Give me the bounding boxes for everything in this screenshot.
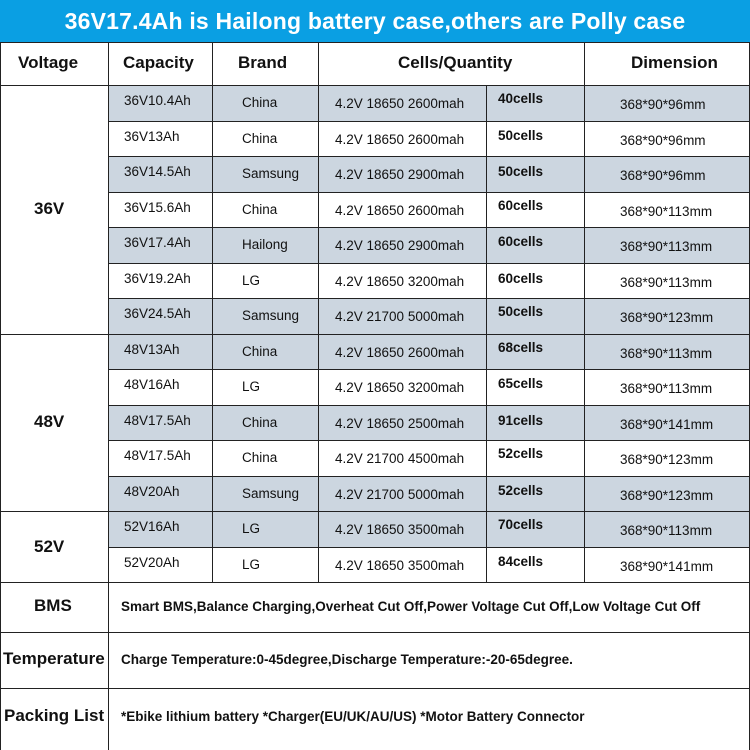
dimension-cell: 368*90*141mm — [620, 416, 714, 432]
grid-line — [0, 42, 750, 43]
grid-line — [0, 688, 750, 689]
cell-spec-cell: 4.2V 18650 2600mah — [335, 131, 465, 147]
brand-cell: LG — [242, 379, 261, 394]
dimension-cell: 368*90*96mm — [620, 132, 706, 148]
header-brand: Brand — [238, 53, 288, 72]
grid-line — [0, 85, 750, 86]
grid-line — [108, 547, 750, 548]
brand-cell: China — [242, 450, 278, 465]
header-capacity: Capacity — [123, 53, 194, 72]
dimension-cell: 368*90*96mm — [620, 168, 706, 183]
capacity-cell: 36V24.5Ah — [124, 306, 191, 321]
grid-line — [108, 440, 750, 441]
cell-spec-cell: 4.2V 18650 3500mah — [335, 522, 465, 537]
capacity-cell: 36V10.4Ah — [124, 93, 191, 108]
header-voltage: Voltage — [18, 53, 79, 72]
dimension-cell: 368*90*123mm — [620, 487, 714, 503]
grid-line — [108, 263, 750, 264]
capacity-cell: 52V20Ah — [124, 554, 180, 570]
quantity-cell: 65cells — [498, 376, 544, 391]
quantity-cell: 91cells — [498, 412, 544, 428]
brand-cell: Hailong — [242, 237, 288, 252]
voltage-group-label: 48V — [34, 412, 65, 432]
section-text: *Ebike lithium battery *Charger(EU/UK/AU/US) *Motor Battery Connector — [121, 709, 585, 724]
quantity-cell: 50cells — [498, 127, 544, 143]
capacity-cell: 48V17.5Ah — [124, 448, 191, 463]
quantity-cell: 50cells — [498, 164, 544, 179]
brand-cell: Samsung — [242, 485, 300, 501]
grid-line — [0, 511, 750, 512]
brand-cell: Samsung — [242, 308, 300, 323]
capacity-cell: 52V16Ah — [124, 519, 180, 534]
grid-line — [318, 42, 319, 582]
cell-spec-cell: 4.2V 21700 4500mah — [335, 451, 465, 466]
brand-cell: LG — [242, 556, 261, 572]
quantity-cell: 40cells — [498, 91, 544, 106]
grid-line — [486, 85, 487, 582]
brand-cell: China — [242, 130, 278, 146]
section-label: Packing List — [4, 706, 105, 725]
grid-line — [108, 476, 750, 477]
quantity-cell: 70cells — [498, 517, 544, 532]
section-label: BMS — [34, 596, 72, 615]
capacity-cell: 36V14.5Ah — [124, 164, 191, 179]
grid-line — [108, 192, 750, 193]
cell-spec-cell: 4.2V 18650 3500mah — [335, 557, 465, 573]
cell-spec-cell: 4.2V 18650 3200mah — [335, 380, 465, 395]
dimension-cell: 368*90*113mm — [620, 274, 713, 290]
grid-line — [108, 156, 750, 157]
spec-table — [0, 42, 750, 750]
brand-cell: China — [242, 95, 278, 110]
quantity-cell: 52cells — [498, 446, 544, 461]
header-dimension: Dimension — [631, 53, 718, 72]
cell-spec-cell: 4.2V 18650 2900mah — [335, 238, 465, 253]
capacity-cell: 48V16Ah — [124, 377, 180, 392]
voltage-group-label: 36V — [34, 199, 65, 219]
grid-line — [0, 632, 750, 633]
section-text: Charge Temperature:0-45degree,Discharge Temperature:-20-65degree. — [121, 652, 573, 667]
capacity-cell: 48V13Ah — [124, 341, 180, 357]
brand-cell: China — [242, 414, 278, 430]
capacity-cell: 48V20Ah — [124, 483, 180, 499]
grid-line — [212, 42, 213, 582]
grid-line — [0, 334, 750, 335]
banner-title: 36V17.4Ah is Hailong battery case,others are Polly case — [0, 0, 750, 42]
brand-cell: LG — [242, 521, 261, 536]
grid-line — [108, 42, 109, 750]
cell-spec-cell: 4.2V 18650 2600mah — [335, 96, 465, 111]
grid-line — [0, 42, 1, 750]
capacity-cell: 36V17.4Ah — [124, 235, 191, 250]
dimension-cell: 368*90*123mm — [620, 310, 714, 325]
brand-cell: China — [242, 343, 278, 359]
dimension-cell: 368*90*113mm — [620, 203, 713, 219]
grid-line — [108, 298, 750, 299]
dimension-cell: 368*90*123mm — [620, 452, 714, 467]
capacity-cell: 48V17.5Ah — [124, 412, 191, 428]
grid-line — [0, 582, 750, 583]
section-label: Temperature — [3, 649, 105, 668]
grid-line — [108, 369, 750, 370]
dimension-cell: 368*90*113mm — [620, 239, 713, 254]
quantity-cell: 50cells — [498, 304, 544, 319]
grid-line — [108, 121, 750, 122]
grid-line — [108, 227, 750, 228]
capacity-cell: 36V15.6Ah — [124, 199, 191, 215]
grid-line — [108, 405, 750, 406]
cell-spec-cell: 4.2V 21700 5000mah — [335, 486, 465, 502]
dimension-cell: 368*90*113mm — [620, 345, 713, 361]
quantity-cell: 84cells — [498, 553, 544, 569]
brand-cell: LG — [242, 272, 261, 288]
header-cells-quantity: Cells/Quantity — [398, 53, 513, 72]
dimension-cell: 368*90*113mm — [620, 381, 713, 396]
cell-spec-cell: 4.2V 21700 5000mah — [335, 309, 465, 324]
cell-spec-cell: 4.2V 18650 2600mah — [335, 344, 465, 360]
brand-cell: China — [242, 201, 278, 217]
dimension-cell: 368*90*96mm — [620, 97, 706, 112]
cell-spec-cell: 4.2V 18650 2900mah — [335, 167, 465, 182]
quantity-cell: 68cells — [498, 339, 544, 355]
cell-spec-cell: 4.2V 18650 3200mah — [335, 273, 465, 289]
quantity-cell: 60cells — [498, 270, 544, 286]
dimension-cell: 368*90*113mm — [620, 523, 713, 538]
cell-spec-cell: 4.2V 18650 2500mah — [335, 415, 465, 431]
cell-spec-cell: 4.2V 18650 2600mah — [335, 202, 465, 218]
brand-cell: Samsung — [242, 166, 300, 181]
section-text: Smart BMS,Balance Charging,Overheat Cut Off,Power Voltage Cut Off,Low Voltage Cut Off — [121, 599, 701, 614]
quantity-cell: 60cells — [498, 197, 544, 213]
capacity-cell: 36V13Ah — [124, 128, 180, 144]
voltage-group-label: 52V — [34, 536, 65, 556]
grid-line — [584, 42, 585, 582]
quantity-cell: 52cells — [498, 482, 544, 498]
quantity-cell: 60cells — [498, 234, 544, 249]
capacity-cell: 36V19.2Ah — [124, 270, 191, 286]
dimension-cell: 368*90*141mm — [620, 558, 714, 574]
